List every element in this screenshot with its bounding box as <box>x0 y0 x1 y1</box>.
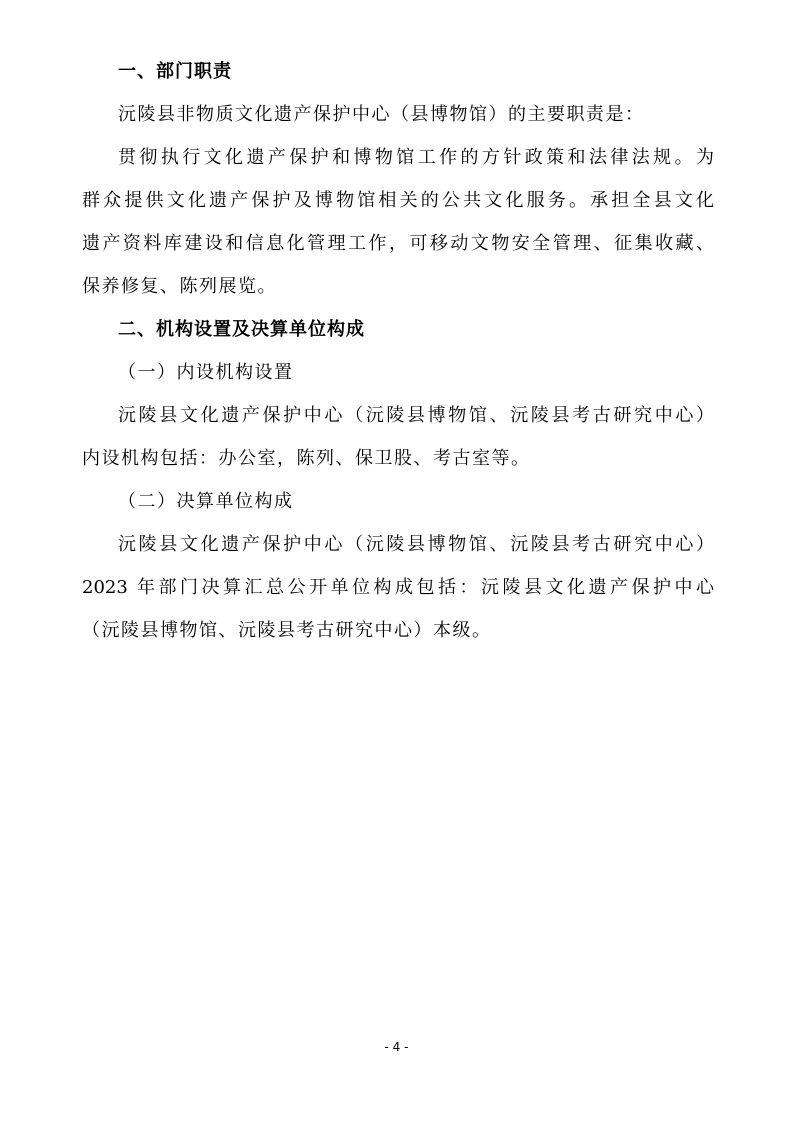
section1-duties-line-2: 群众提供文化遗产保护及博物馆相关的公共文化服务。承担全县文化 <box>82 190 714 211</box>
section2-sub2-heading: （二）决算单位构成 <box>118 491 294 512</box>
section2-sub1-heading: （一）内设机构设置 <box>118 362 294 383</box>
section1-duties-line-3: 遗产资料库建设和信息化管理工作，可移动文物安全管理、征集收藏、 <box>82 233 714 254</box>
section2-sub1-line-1: 沅陵县文化遗产保护中心（沅陵县博物馆、沅陵县考古研究中心） <box>118 405 714 426</box>
section1-duties-line-1: 贯彻执行文化遗产保护和博物馆工作的方针政策和法律法规。为 <box>118 147 714 168</box>
section2-heading: 二、机构设置及决算单位构成 <box>118 319 365 340</box>
section1-intro: 沅陵县非物质文化遗产保护中心（县博物馆）的主要职责是： <box>118 104 645 125</box>
section2-sub2-line-3: （沅陵县博物馆、沅陵县考古研究中心）本级。 <box>82 620 492 641</box>
section1-duties-line-4: 保养修复、陈列展览。 <box>82 276 277 297</box>
page-number: - 4 - <box>384 1040 409 1054</box>
section2-sub2-line-1: 沅陵县文化遗产保护中心（沅陵县博物馆、沅陵县考古研究中心） <box>118 534 714 555</box>
section1-heading: 一、部门职责 <box>118 61 232 82</box>
section2-sub2-line-2: 2023 年部门决算汇总公开单位构成包括：沅陵县文化遗产保护中心 <box>82 577 714 598</box>
section2-sub1-line-2: 内设机构包括：办公室，陈列、保卫股、考古室等。 <box>82 448 531 469</box>
